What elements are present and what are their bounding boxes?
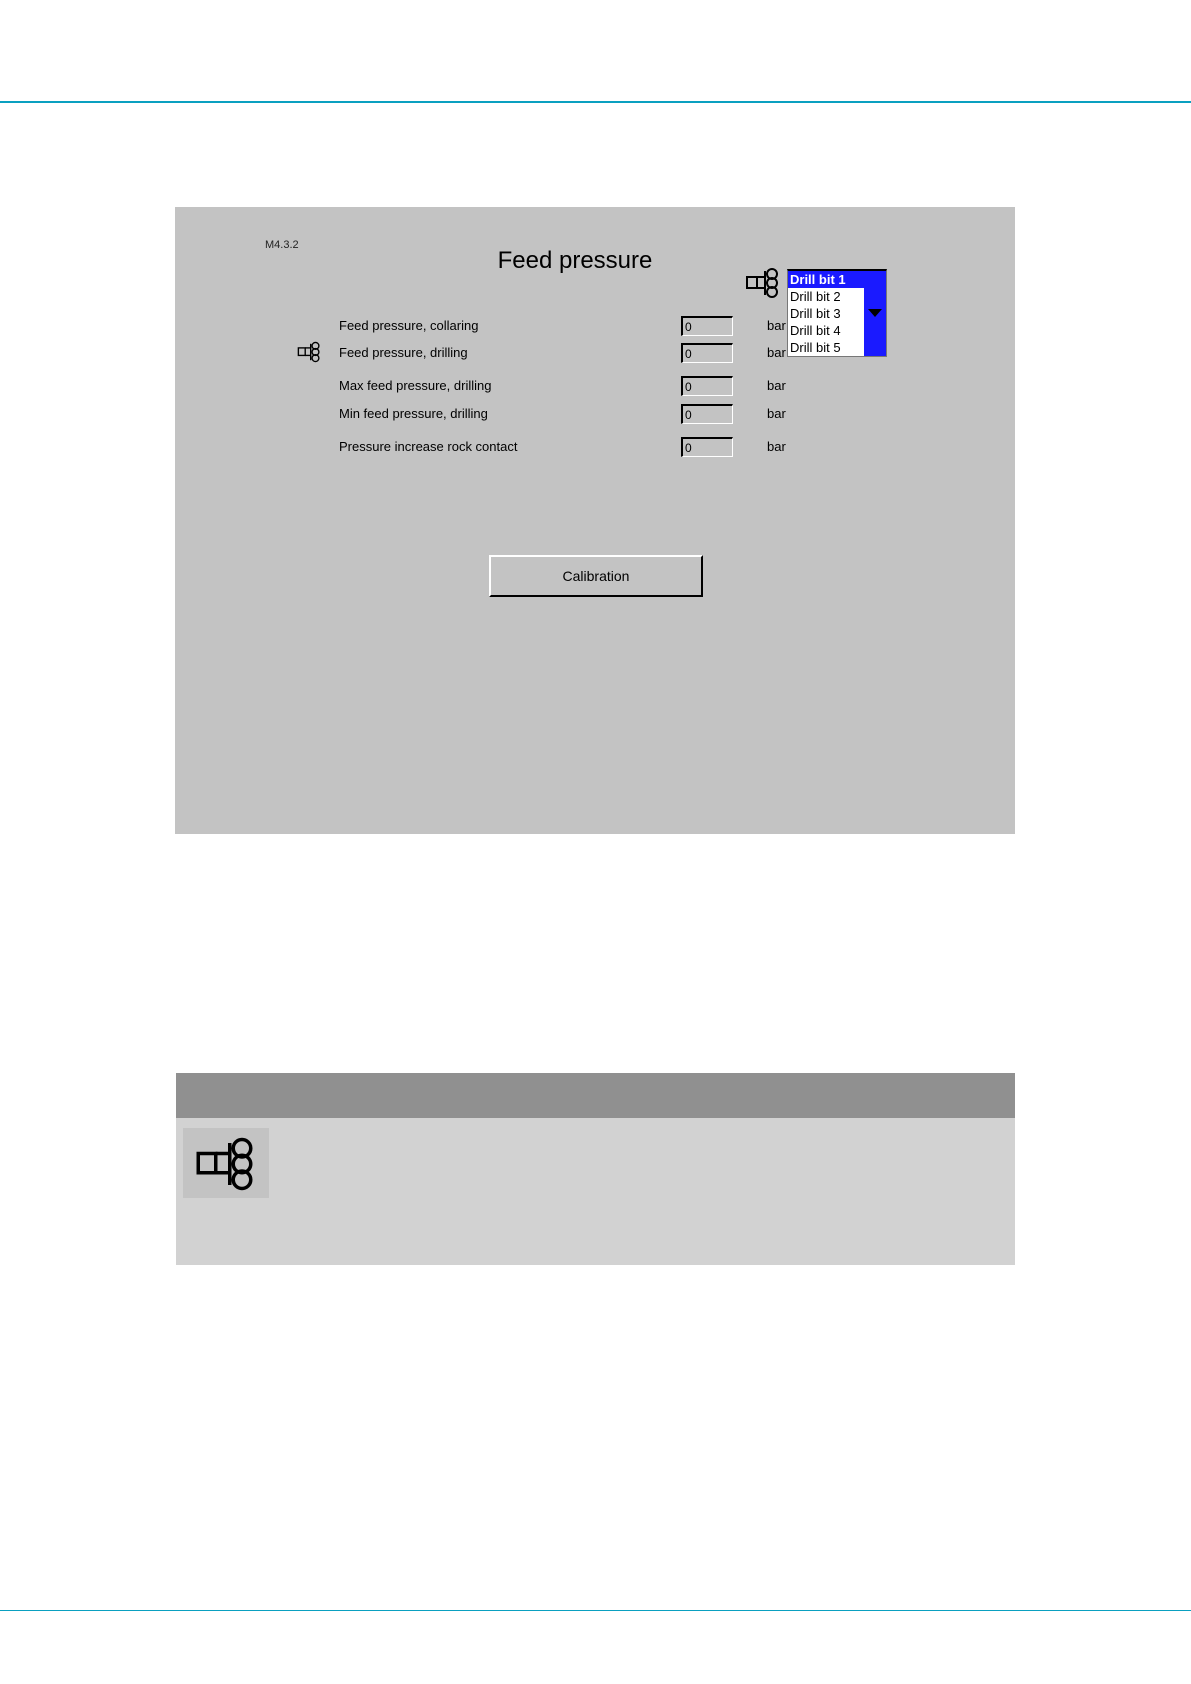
info-table: [176, 1073, 1015, 1265]
list-scrollbar[interactable]: [864, 271, 886, 357]
list-item[interactable]: Drill bit 5: [790, 340, 841, 355]
param-unit: bar: [767, 345, 786, 360]
info-table-row: [176, 1118, 1015, 1265]
drill-bit-selector-icon: [745, 267, 783, 299]
param-label-min-drilling: Min feed pressure, drilling: [339, 406, 488, 421]
param-label-drilling: Feed pressure, drilling: [339, 345, 468, 360]
list-item[interactable]: Drill bit 3: [790, 306, 841, 321]
param-label-collaring: Feed pressure, collaring: [339, 318, 479, 333]
list-item[interactable]: Drill bit 2: [790, 289, 841, 304]
screen-id: M4.3.2: [265, 239, 299, 251]
scroll-down-icon[interactable]: [868, 309, 882, 317]
collaring-pressure-field[interactable]: 0: [681, 316, 733, 336]
drill-bit-list[interactable]: [787, 269, 887, 357]
calibration-button[interactable]: Calibration: [489, 555, 703, 597]
feed-pressure-screen: [175, 207, 1015, 834]
param-unit: bar: [767, 406, 786, 421]
min-drilling-pressure-field[interactable]: 0: [681, 404, 733, 424]
param-unit: bar: [767, 318, 786, 333]
param-label-rock-contact: Pressure increase rock contact: [339, 439, 518, 454]
drilling-pressure-field[interactable]: 0: [681, 343, 733, 363]
param-label-max-drilling: Max feed pressure, drilling: [339, 378, 492, 393]
param-unit: bar: [767, 439, 786, 454]
footer-rule: [0, 1610, 1191, 1611]
list-item[interactable]: Drill bit 4: [790, 323, 841, 338]
rock-contact-pressure-field[interactable]: 0: [681, 437, 733, 457]
max-drilling-pressure-field[interactable]: 0: [681, 376, 733, 396]
drill-bit-selector-icon: [183, 1128, 269, 1198]
param-unit: bar: [767, 378, 786, 393]
drill-bit-selector-icon: [297, 341, 323, 363]
list-item[interactable]: Drill bit 1: [788, 271, 864, 288]
info-table-header: [176, 1073, 1015, 1118]
page-title: Feed pressure: [497, 247, 653, 274]
header-rule: [0, 101, 1191, 103]
